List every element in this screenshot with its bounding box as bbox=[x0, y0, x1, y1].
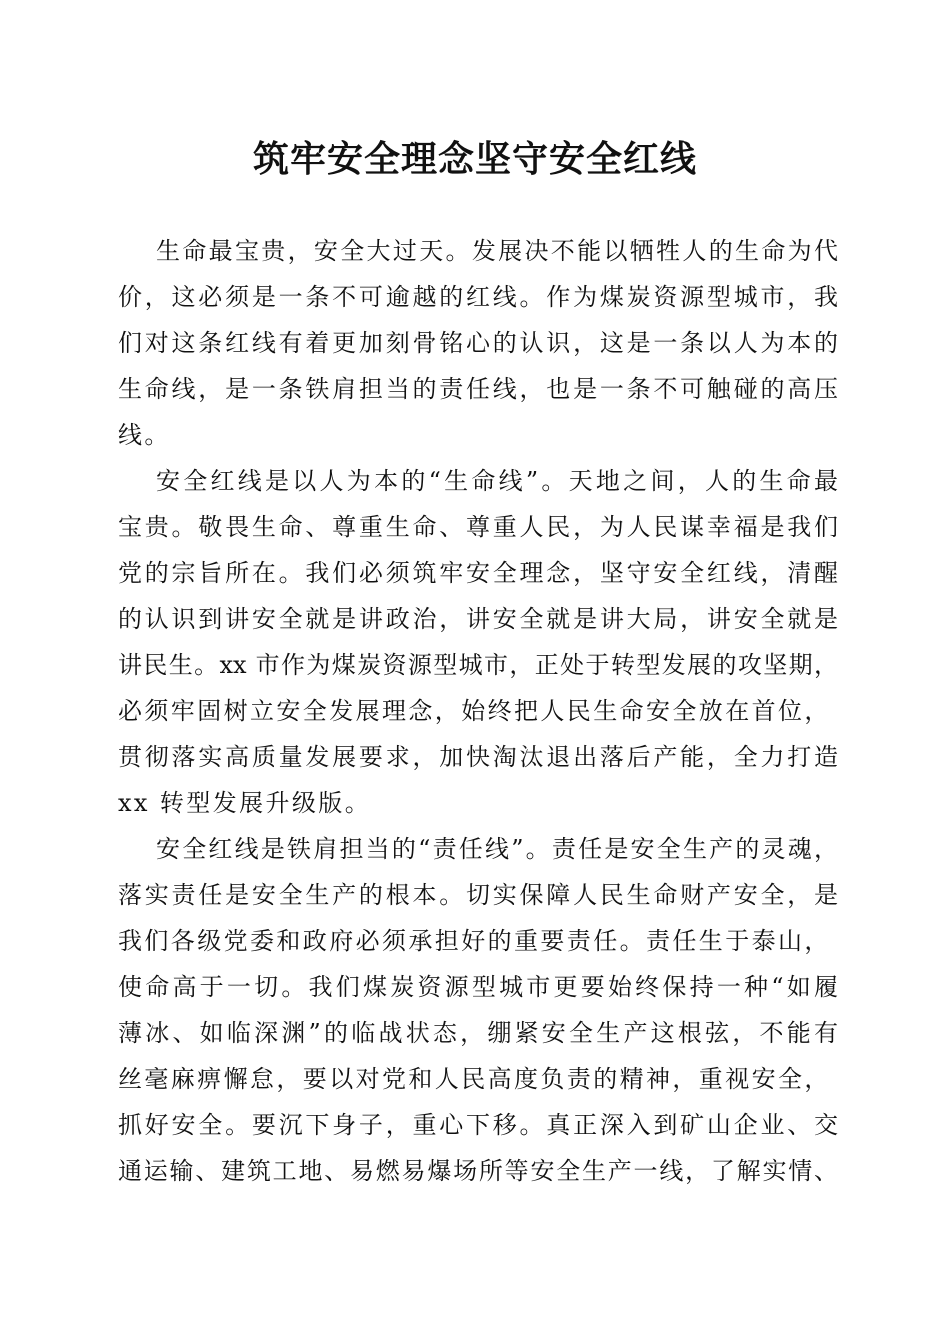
text-line: 薄冰、如临深渊”的临战状态，绷紧安全生产这根弦，不能有 bbox=[118, 1019, 838, 1047]
text-line: 贯彻落实高质量发展要求，加快淘汰退出落后产能，全力打造 bbox=[118, 743, 838, 771]
text-line: 生命线，是一条铁肩担当的责任线，也是一条不可触碰的高压 bbox=[118, 375, 838, 403]
text-line: 必须牢固树立安全发展理念，始终把人民生命安全放在首位， bbox=[118, 697, 831, 725]
text-line: 通运输、建筑工地、易燃易爆场所等安全生产一线，了解实情、 bbox=[118, 1157, 838, 1185]
page-title: 筑牢安全理念坚守安全红线 bbox=[252, 138, 697, 180]
text-line: 使命高于一切。我们煤炭资源型城市更要始终保持一种“如履 bbox=[118, 973, 838, 1001]
text-line: 落实责任是安全生产的根本。切实保障人民生命财产安全，是 bbox=[118, 881, 838, 909]
document-body bbox=[118, 228, 838, 1194]
text-line: 讲民生。xx 市作为煤炭资源型城市，正处于转型发展的攻坚期， bbox=[118, 651, 838, 679]
text-line: 安全红线是铁肩担当的“责任线”。责任是安全生产的灵魂， bbox=[156, 835, 838, 863]
text-line: xx 转型发展升级版。 bbox=[118, 789, 372, 817]
text-line: 价，这必须是一条不可逾越的红线。作为煤炭资源型城市，我 bbox=[118, 283, 838, 311]
text-line: 们对这条红线有着更加刻骨铭心的认识，这是一条以人为本的 bbox=[118, 329, 838, 357]
text-line: 我们各级党委和政府必须承担好的重要责任。责任生于泰山， bbox=[118, 927, 831, 955]
text-line: 线。 bbox=[118, 421, 171, 449]
text-line: 丝毫麻痹懈怠，要以对党和人民高度负责的精神，重视安全， bbox=[118, 1065, 831, 1093]
text-line: 生命最宝贵，安全大过天。发展决不能以牺牲人的生命为代 bbox=[156, 237, 838, 265]
text-line: 的认识到讲安全就是讲政治，讲安全就是讲大局，讲安全就是 bbox=[118, 605, 838, 633]
text-line: 安全红线是以人为本的“生命线”。天地之间，人的生命最 bbox=[156, 467, 838, 495]
text-line: 抓好安全。要沉下身子，重心下移。真正深入到矿山企业、交 bbox=[118, 1111, 838, 1139]
text-line: 党的宗旨所在。我们必须筑牢安全理念，坚守安全红线，清醒 bbox=[118, 559, 838, 587]
text-line: 宝贵。敬畏生命、尊重生命、尊重人民，为人民谋幸福是我们 bbox=[118, 513, 838, 541]
